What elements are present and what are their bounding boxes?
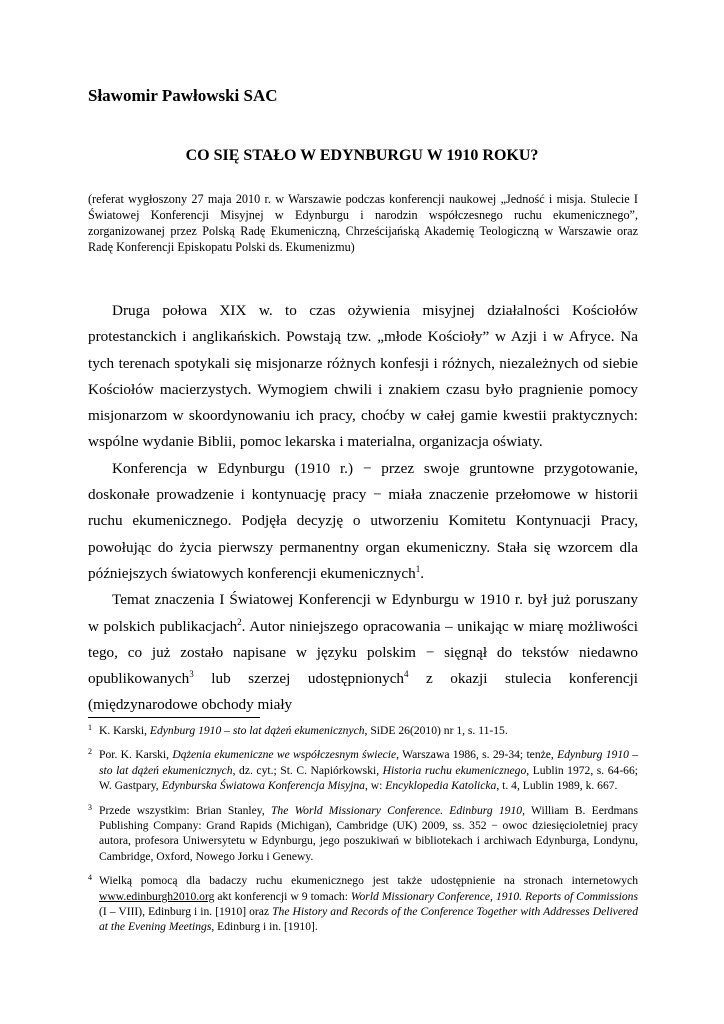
footnote-number: 3 (88, 802, 92, 812)
paragraph-3: Temat znaczenia I Światowej Konferencji w Edynburgu w 1910 r. był już poruszany w polskich publikacjach$^2$. Autor niniejszego opracowania – unikając w miarę możliwości tego, co już zostało napisane w języku polskim − sięgnął do tekstów niedawno opublikowanych$^3$ lub szerzej udostępnionych$^4$ z okazji stulecia konferencji (międzynarodowe obchody miały (88, 591, 638, 714)
footnote-number: 4 (88, 873, 92, 883)
footnote-ref-1: 1 (415, 563, 421, 574)
footnote-ref-3: 3 (189, 669, 194, 680)
footnotes (88, 723, 638, 944)
footnote-number: 1 (88, 723, 92, 732)
footnote-ref-2: 2 (237, 616, 242, 627)
footnote-separator (88, 717, 260, 718)
paragraph-1: Druga połowa XIX w. to czas ożywienia misyjnej działalności Kościołów protestanckich i anglikańskich. Powstają tzw. „młode Kościoły” w Azji i w Afryce. Na tych terenach spotykali się misjonarze różnych konfesji i różnych, niezależnych od siebie Kościołów macierzystych. Wymogiem chwili i znakiem czasu było pragnienie pomocy misjonarzom w skoordynowaniu ich pracy, choćby w całej gamie kwestii praktycznych: wspólne wydanie Biblii, pomoc lekarska i materialna, organizacja oświaty. (88, 302, 638, 451)
footnote-number: 2 (88, 747, 92, 757)
paragraph-2: Konferencja w Edynburgu (1910 r.) − przez swoje gruntowne przygotowanie, doskonałe prowadzenie i kontynuację pracy − miała znaczenie przełomowe w historii ruchu ekumenicznego. Podjęła decyzję o utworzeniu Komitetu Kontynuacji Pracy, powołując do życia pierwszy permanentny organ ekumeniczny. Stała się wzorcem dla późniejszych światowych konferencji ekumenicznych$^1$. (88, 459, 638, 582)
page-title: CO SIĘ STAŁO W EDYNBURGU W 1910 ROKU? (185, 147, 539, 164)
lecture-note: (referat wygłoszony 27 maja 2010 r. w Warszawie podczas konferencji naukowej „Jedność i misja. Stulecie I Światowej Konferencji Misyjnej w Edynburgu i narodzin współczesnego ruchu ekumenicznego”, zorganizowanej przez Polską Radę Ekumeniczną, Chrześcijańską Akademię Teologiczną w Warszawie oraz Radę Konferencji Episkopatu Polski ds. Ekumenizmu) (88, 192, 638, 254)
body-text (88, 298, 638, 719)
conference-website-link[interactable]: www.edinburgh2010.org (99, 889, 215, 903)
author-name: Sławomir Pawłowski SAC (88, 86, 278, 105)
footnote-1: 1 K. Karski, Edynburg 1910 – sto lat dążeń ekumenicznych, SiDE 26(2010) nr 1, s. 11-15. (88, 723, 638, 738)
footnote-ref-4: 4 (404, 669, 409, 680)
footnote-2: 2 Por. K. Karski, Dążenia ekumeniczne we współczesnym świecie, Warszawa 1986, s. 29-34; tenże, Edynburg 1910 – sto lat dążeń ekumenicznych, dz. cyt.; St. C. Napiórkowski, Historia ruchu ekumenicznego, Lublin 1972, s. 64-66; W. Gastpary, Edynburska Światowa Konferencja Misyjna, w: Encyklopedia Katolicka, t. 4, Lublin 1989, k. 667. (88, 747, 638, 793)
footnote-3: 3 Przede wszystkim: Brian Stanley, The World Missionary Conference. Edinburg 1910, William B. Eerdmans Publishing Company: Grand Rapids (Michigan), Cambridge (UK) 2009, ss. 352 − owoc dziesięcioletniej pracy autora, profesora Uniwersytetu w Edynburgu, jego poszukiwań w bibliotekach i archiwach Edynburga, Londynu, Cambridge, Oxford, Nowego Jorku i Genewy. (88, 803, 638, 865)
footnote-4: 4 Wielką pomocą dla badaczy ruchu ekumenicznego jest także udostępnienie na stronach internetowych www.edinburgh2010.org akt konferencji w 9 tomach: World Missionary Conference, 1910. Reports of Commissions (I – VIII), Edinburg i in. [1910] oraz The History and Records of the Conference Together with Addresses Delivered at the Evening Meetings, Edinburg i in. [1910]. (88, 873, 638, 935)
